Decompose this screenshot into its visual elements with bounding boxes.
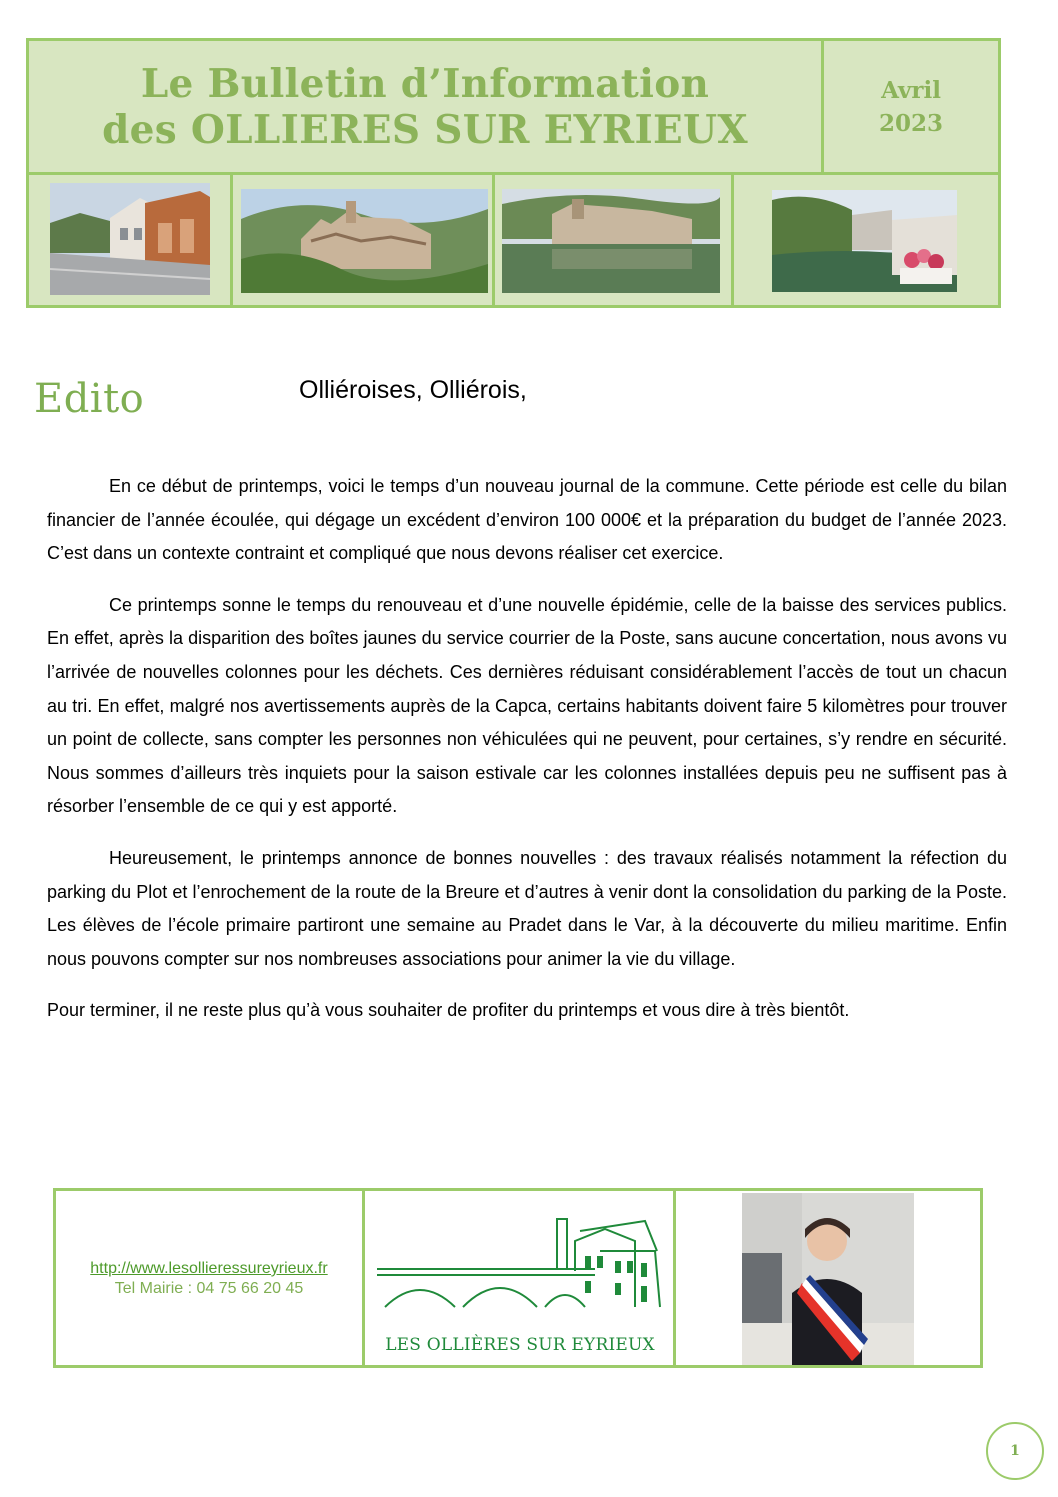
edito-salutation: Olliéroises, Olliérois,: [299, 376, 527, 404]
footer-logo-cell: [365, 1191, 676, 1365]
page-number: 1: [986, 1422, 1044, 1480]
bridge-village-icon: [375, 1211, 665, 1321]
photo-cell-4: [734, 175, 998, 305]
issue-year: 2023: [878, 109, 943, 137]
edito-paragraph-3: Heureusement, le printemps annonce de bonnes nouvelles : des travaux réalisés notamment la réfection du parking du Plot et l’enrochement de la route de la Breure et d’autres à venir dont la consolidation du parking de la Poste. Les élèves de l’école primaire partiront une semaine au Pradet dans le Var, à la découverte du milieu maritime. Enfin nous pouvons compter sur nos nombreuses associations pour animer la vie du village.: [47, 847, 1007, 969]
photo-river-flowers: [772, 190, 957, 292]
photo-village-hills: [241, 189, 488, 293]
bulletin-title-line1: Le Bulletin d’Information: [140, 60, 710, 107]
village-logo: [375, 1211, 665, 1355]
photo-cell-2: [233, 175, 495, 305]
photo-cell-3: [495, 175, 734, 305]
edito-paragraph-2: Ce printemps sonne le temps du renouveau et d’une nouvelle épidémie, celle de la baisse des services publics. En effet, après la disparition des boîtes jaunes du service courrier de la Poste, sans aucune concertation, nous avons vu l’arrivée de nouvelles colonnes pour les déchets. Ces dernières réduisant considérablement l’accès de tout un chacun au tri. En effet, malgré nos avertissements auprès de la Capca, certains habitants doivent faire 5 kilomètres pour trouver un point de collecte, sans compter les personnes non véhiculées qui ne peuvent, pour certaines, s’y rendre en sécurité. Nous sommes d’ailleurs très inquiets pour la saison estivale car les colonnes installées depuis peu ne suffisent pas à résorber l’ensemble de ce qui y est apporté.: [47, 594, 1007, 817]
contact-info: [56, 1259, 362, 1299]
mayor-portrait: [742, 1193, 914, 1365]
bulletin-header: [26, 38, 1001, 308]
edito-body: [47, 470, 1007, 1046]
mayor-portrait-image: [742, 1193, 914, 1365]
bulletin-title-line2: des OLLIERES SUR EYRIEUX: [102, 106, 748, 153]
mayor-phone: Tel Mairie : 04 75 66 20 45: [114, 1280, 304, 1297]
website-link[interactable]: http://www.lesollieressureyrieux.fr: [90, 1260, 328, 1277]
footer-contact-cell: [56, 1191, 365, 1365]
header-date-cell: [824, 41, 998, 175]
edito-paragraph-4: Pour terminer, il ne reste plus qu’à vous souhaiter de profiter du printemps et vous dire à très bientôt.: [47, 1000, 850, 1021]
photo-cell-1: [29, 175, 233, 305]
footer-photo-cell: [676, 1191, 980, 1365]
logo-caption: LES OLLIÈRES SUR EYRIEUX: [385, 1335, 655, 1355]
edito-paragraph-1: En ce début de printemps, voici le temps d’un nouveau journal de la commune. Cette période est celle du bilan financier de l’année écoulée, qui dégage un excédent d’environ 100 000€ et la préparation du budget de l’année 2023. C’est dans un contexte contraint et compliqué que nous devons réaliser cet exercice.: [47, 476, 1007, 564]
header-title-cell: [29, 41, 824, 175]
issue-month: Avril: [881, 76, 941, 104]
footer-table: [53, 1188, 983, 1368]
edito-heading: Edito: [34, 376, 145, 422]
photo-street-buildings: [50, 183, 210, 295]
photo-river-reflection: [502, 189, 720, 293]
